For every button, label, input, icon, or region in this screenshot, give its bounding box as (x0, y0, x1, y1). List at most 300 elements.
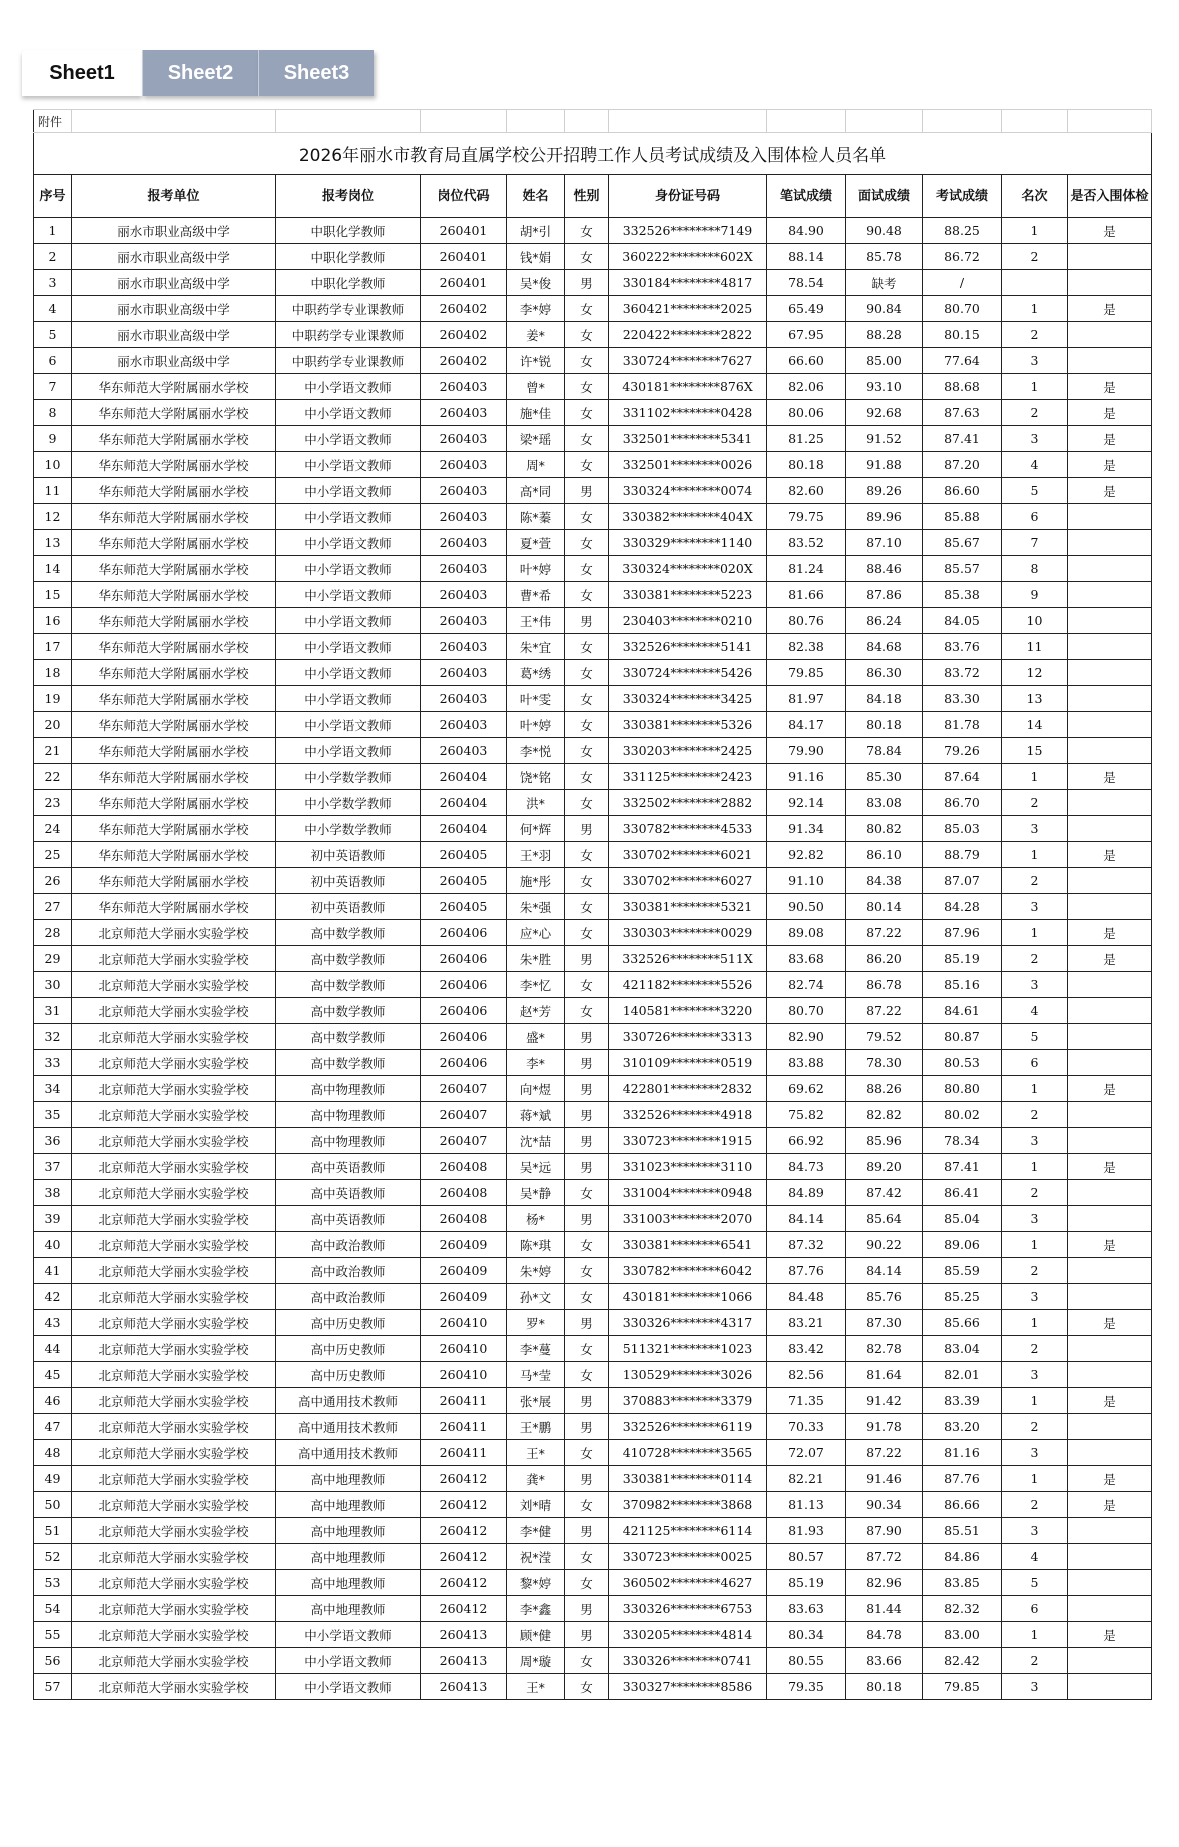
cell-rank[interactable]: 2 (1002, 244, 1068, 270)
cell-interview[interactable]: 87.22 (846, 1440, 923, 1466)
cell-id[interactable]: 410728********3565 (609, 1440, 767, 1466)
cell-written[interactable]: 82.38 (767, 634, 846, 660)
cell-written[interactable]: 71.35 (767, 1388, 846, 1414)
cell-rank[interactable]: 8 (1002, 556, 1068, 582)
cell-rank[interactable]: 4 (1002, 1544, 1068, 1570)
cell-gender[interactable]: 女 (565, 296, 609, 322)
cell-position[interactable]: 中小学语文教师 (276, 1622, 421, 1648)
cell-name[interactable]: 张*展 (507, 1388, 565, 1414)
cell-rank[interactable]: 3 (1002, 1128, 1068, 1154)
cell-total[interactable]: 80.70 (923, 296, 1002, 322)
cell-written[interactable]: 87.32 (767, 1232, 846, 1258)
cell-written[interactable]: 70.33 (767, 1414, 846, 1440)
cell-medical[interactable] (1068, 1570, 1152, 1596)
cell-code[interactable]: 260413 (421, 1648, 507, 1674)
cell-code[interactable]: 260408 (421, 1180, 507, 1206)
cell-total[interactable]: 86.66 (923, 1492, 1002, 1518)
cell-gender[interactable]: 女 (565, 660, 609, 686)
cell-position[interactable]: 高中数学教师 (276, 1024, 421, 1050)
cell-medical[interactable] (1068, 1440, 1152, 1466)
cell-interview[interactable]: 84.78 (846, 1622, 923, 1648)
cell-rank[interactable]: 13 (1002, 686, 1068, 712)
cell-interview[interactable]: 91.88 (846, 452, 923, 478)
cell-unit[interactable]: 北京师范大学丽水实验学校 (72, 1024, 276, 1050)
cell-medical[interactable] (1068, 1102, 1152, 1128)
cell-seq[interactable]: 8 (34, 400, 72, 426)
cell-total[interactable]: 82.42 (923, 1648, 1002, 1674)
cell-medical[interactable]: 是 (1068, 1076, 1152, 1102)
cell-seq[interactable]: 28 (34, 920, 72, 946)
cell-unit[interactable]: 北京师范大学丽水实验学校 (72, 1674, 276, 1700)
cell-unit[interactable]: 北京师范大学丽水实验学校 (72, 1466, 276, 1492)
cell-gender[interactable]: 女 (565, 1284, 609, 1310)
cell-id[interactable]: 370982********3868 (609, 1492, 767, 1518)
cell-seq[interactable]: 38 (34, 1180, 72, 1206)
cell-rank[interactable]: 5 (1002, 1570, 1068, 1596)
cell-id[interactable]: 330724********7627 (609, 348, 767, 374)
cell-id[interactable]: 310109********0519 (609, 1050, 767, 1076)
tab-sheet1[interactable]: Sheet1 (22, 50, 142, 96)
cell-name[interactable]: 孙*文 (507, 1284, 565, 1310)
cell-interview[interactable]: 87.72 (846, 1544, 923, 1570)
cell-position[interactable]: 中小学语文教师 (276, 634, 421, 660)
cell-medical[interactable]: 是 (1068, 400, 1152, 426)
cell-unit[interactable]: 北京师范大学丽水实验学校 (72, 1362, 276, 1388)
cell-medical[interactable]: 是 (1068, 946, 1152, 972)
header-unit[interactable]: 报考单位 (72, 175, 276, 218)
cell-name[interactable]: 王* (507, 1674, 565, 1700)
cell-interview[interactable]: 缺考 (846, 270, 923, 296)
cell-interview[interactable]: 92.68 (846, 400, 923, 426)
cell-id[interactable]: 330381********6541 (609, 1232, 767, 1258)
cell-medical[interactable]: 是 (1068, 1622, 1152, 1648)
cell-seq[interactable]: 49 (34, 1466, 72, 1492)
cell-name[interactable]: 钱*娟 (507, 244, 565, 270)
cell-code[interactable]: 260403 (421, 374, 507, 400)
cell-id[interactable]: 330702********6021 (609, 842, 767, 868)
cell-unit[interactable]: 北京师范大学丽水实验学校 (72, 1570, 276, 1596)
cell-written[interactable]: 79.75 (767, 504, 846, 530)
cell-gender[interactable]: 女 (565, 582, 609, 608)
cell-seq[interactable]: 1 (34, 218, 72, 244)
cell-unit[interactable]: 丽水市职业高级中学 (72, 296, 276, 322)
cell-interview[interactable]: 87.86 (846, 582, 923, 608)
cell-seq[interactable]: 52 (34, 1544, 72, 1570)
cell-rank[interactable]: 3 (1002, 1674, 1068, 1700)
cell-code[interactable]: 260413 (421, 1674, 507, 1700)
cell-gender[interactable]: 男 (565, 1154, 609, 1180)
cell-gender[interactable]: 男 (565, 1596, 609, 1622)
cell-total[interactable]: 87.41 (923, 426, 1002, 452)
cell-name[interactable]: 王*羽 (507, 842, 565, 868)
cell-code[interactable]: 260407 (421, 1102, 507, 1128)
cell-gender[interactable]: 女 (565, 218, 609, 244)
cell-rank[interactable]: 3 (1002, 1206, 1068, 1232)
cell-gender[interactable]: 女 (565, 920, 609, 946)
cell-code[interactable]: 260412 (421, 1466, 507, 1492)
cell-total[interactable]: 83.76 (923, 634, 1002, 660)
cell-position[interactable]: 高中地理教师 (276, 1492, 421, 1518)
cell-seq[interactable]: 33 (34, 1050, 72, 1076)
cell-name[interactable]: 龚* (507, 1466, 565, 1492)
cell-gender[interactable]: 女 (565, 1336, 609, 1362)
cell-medical[interactable] (1068, 686, 1152, 712)
cell-id[interactable]: 330702********6027 (609, 868, 767, 894)
cell-code[interactable]: 260408 (421, 1154, 507, 1180)
cell-name[interactable]: 蒋*斌 (507, 1102, 565, 1128)
cell-interview[interactable]: 88.28 (846, 322, 923, 348)
cell-total[interactable]: 80.02 (923, 1102, 1002, 1128)
header-id[interactable]: 身份证号码 (609, 175, 767, 218)
cell-position[interactable]: 高中政治教师 (276, 1258, 421, 1284)
cell-rank[interactable]: 3 (1002, 348, 1068, 374)
cell-code[interactable]: 260406 (421, 1050, 507, 1076)
cell-id[interactable]: 370883********3379 (609, 1388, 767, 1414)
cell-written[interactable]: 66.60 (767, 348, 846, 374)
cell-gender[interactable]: 男 (565, 1206, 609, 1232)
cell-unit[interactable]: 北京师范大学丽水实验学校 (72, 1076, 276, 1102)
cell-code[interactable]: 260411 (421, 1414, 507, 1440)
cell-interview[interactable]: 85.76 (846, 1284, 923, 1310)
cell-rank[interactable]: 2 (1002, 1492, 1068, 1518)
cell-rank[interactable]: 3 (1002, 1440, 1068, 1466)
cell-name[interactable]: 朱*宜 (507, 634, 565, 660)
cell-code[interactable]: 260403 (421, 530, 507, 556)
cell-id[interactable]: 421125********6114 (609, 1518, 767, 1544)
cell-interview[interactable]: 87.30 (846, 1310, 923, 1336)
cell-written[interactable]: 82.56 (767, 1362, 846, 1388)
cell-code[interactable]: 260412 (421, 1544, 507, 1570)
cell-medical[interactable] (1068, 1336, 1152, 1362)
cell-position[interactable]: 中职药学专业课教师 (276, 296, 421, 322)
cell-gender[interactable]: 女 (565, 426, 609, 452)
cell-total[interactable]: 83.04 (923, 1336, 1002, 1362)
cell-interview[interactable]: 88.46 (846, 556, 923, 582)
cell-interview[interactable]: 89.96 (846, 504, 923, 530)
cell-id[interactable]: 331125********2423 (609, 764, 767, 790)
cell-total[interactable]: 85.38 (923, 582, 1002, 608)
cell-written[interactable]: 83.52 (767, 530, 846, 556)
cell-seq[interactable]: 2 (34, 244, 72, 270)
cell-medical[interactable]: 是 (1068, 1310, 1152, 1336)
cell-position[interactable]: 高中地理教师 (276, 1518, 421, 1544)
cell-id[interactable]: 421182********5526 (609, 972, 767, 998)
cell-name[interactable]: 黎*婷 (507, 1570, 565, 1596)
cell-written[interactable]: 66.92 (767, 1128, 846, 1154)
cell-seq[interactable]: 29 (34, 946, 72, 972)
cell-gender[interactable]: 女 (565, 322, 609, 348)
cell-total[interactable]: 81.78 (923, 712, 1002, 738)
cell-written[interactable]: 89.08 (767, 920, 846, 946)
cell-code[interactable]: 260403 (421, 660, 507, 686)
cell-name[interactable]: 朱*强 (507, 894, 565, 920)
cell-unit[interactable]: 华东师范大学附属丽水学校 (72, 582, 276, 608)
cell-position[interactable]: 中小学数学教师 (276, 764, 421, 790)
cell-medical[interactable] (1068, 1518, 1152, 1544)
cell-unit[interactable]: 北京师范大学丽水实验学校 (72, 1310, 276, 1336)
cell-seq[interactable]: 43 (34, 1310, 72, 1336)
cell-position[interactable]: 中小学语文教师 (276, 660, 421, 686)
cell-code[interactable]: 260412 (421, 1492, 507, 1518)
cell-interview[interactable]: 78.30 (846, 1050, 923, 1076)
cell-written[interactable]: 79.90 (767, 738, 846, 764)
cell-gender[interactable]: 男 (565, 1622, 609, 1648)
cell-code[interactable]: 260403 (421, 478, 507, 504)
cell-unit[interactable]: 华东师范大学附属丽水学校 (72, 660, 276, 686)
cell-position[interactable]: 中职化学教师 (276, 244, 421, 270)
cell-rank[interactable]: 1 (1002, 1154, 1068, 1180)
cell-position[interactable]: 高中数学教师 (276, 972, 421, 998)
cell-id[interactable]: 360222********602X (609, 244, 767, 270)
cell-interview[interactable]: 80.18 (846, 712, 923, 738)
cell-name[interactable]: 叶*婷 (507, 712, 565, 738)
cell-code[interactable]: 260406 (421, 1024, 507, 1050)
cell-gender[interactable]: 女 (565, 1232, 609, 1258)
cell-name[interactable]: 赵*芳 (507, 998, 565, 1024)
cell-total[interactable]: 88.79 (923, 842, 1002, 868)
cell-position[interactable]: 高中地理教师 (276, 1596, 421, 1622)
cell-name[interactable]: 陈*蓁 (507, 504, 565, 530)
cell-total[interactable]: 86.70 (923, 790, 1002, 816)
cell-rank[interactable]: 1 (1002, 920, 1068, 946)
cell-interview[interactable]: 87.42 (846, 1180, 923, 1206)
cell-written[interactable]: 84.90 (767, 218, 846, 244)
cell-code[interactable]: 260409 (421, 1258, 507, 1284)
cell-code[interactable]: 260410 (421, 1362, 507, 1388)
cell-gender[interactable]: 男 (565, 1024, 609, 1050)
cell-written[interactable]: 79.35 (767, 1674, 846, 1700)
cell-unit[interactable]: 华东师范大学附属丽水学校 (72, 712, 276, 738)
cell-total[interactable]: 89.06 (923, 1232, 1002, 1258)
cell-medical[interactable] (1068, 1258, 1152, 1284)
cell-interview[interactable]: 90.84 (846, 296, 923, 322)
cell-seq[interactable]: 23 (34, 790, 72, 816)
cell-seq[interactable]: 27 (34, 894, 72, 920)
cell-id[interactable]: 330724********5426 (609, 660, 767, 686)
cell-id[interactable]: 332526********5141 (609, 634, 767, 660)
cell-gender[interactable]: 女 (565, 530, 609, 556)
header-name[interactable]: 姓名 (507, 175, 565, 218)
cell-interview[interactable]: 91.42 (846, 1388, 923, 1414)
cell-gender[interactable]: 女 (565, 400, 609, 426)
cell-unit[interactable]: 华东师范大学附属丽水学校 (72, 738, 276, 764)
cell-seq[interactable]: 50 (34, 1492, 72, 1518)
cell-seq[interactable]: 18 (34, 660, 72, 686)
cell-interview[interactable]: 81.44 (846, 1596, 923, 1622)
tab-sheet2[interactable]: Sheet2 (142, 50, 258, 96)
cell-gender[interactable]: 女 (565, 452, 609, 478)
cell-code[interactable]: 260404 (421, 816, 507, 842)
header-total[interactable]: 考试成绩 (923, 175, 1002, 218)
cell-total[interactable]: 85.25 (923, 1284, 1002, 1310)
cell-medical[interactable]: 是 (1068, 426, 1152, 452)
cell-seq[interactable]: 10 (34, 452, 72, 478)
cell-total[interactable]: 88.25 (923, 218, 1002, 244)
cell-medical[interactable] (1068, 608, 1152, 634)
cell-code[interactable]: 260411 (421, 1440, 507, 1466)
cell-position[interactable]: 中小学数学教师 (276, 816, 421, 842)
cell-id[interactable]: 330381********5223 (609, 582, 767, 608)
cell-position[interactable]: 高中地理教师 (276, 1570, 421, 1596)
cell-seq[interactable]: 4 (34, 296, 72, 322)
cell-rank[interactable]: 2 (1002, 322, 1068, 348)
cell-name[interactable]: 应*心 (507, 920, 565, 946)
cell-code[interactable]: 260406 (421, 972, 507, 998)
cell-interview[interactable]: 81.64 (846, 1362, 923, 1388)
cell-rank[interactable]: 1 (1002, 374, 1068, 400)
cell-id[interactable]: 330327********8586 (609, 1674, 767, 1700)
cell-interview[interactable]: 89.26 (846, 478, 923, 504)
cell-name[interactable]: 盛* (507, 1024, 565, 1050)
cell-interview[interactable]: 80.82 (846, 816, 923, 842)
cell-position[interactable]: 高中政治教师 (276, 1284, 421, 1310)
cell-seq[interactable]: 19 (34, 686, 72, 712)
cell-written[interactable]: 83.42 (767, 1336, 846, 1362)
cell-code[interactable]: 260401 (421, 270, 507, 296)
cell-interview[interactable]: 82.82 (846, 1102, 923, 1128)
cell-gender[interactable]: 男 (565, 1518, 609, 1544)
cell-written[interactable]: 88.14 (767, 244, 846, 270)
cell-code[interactable]: 260412 (421, 1570, 507, 1596)
cell-written[interactable]: 80.06 (767, 400, 846, 426)
cell-name[interactable]: 梁*瑶 (507, 426, 565, 452)
cell-code[interactable]: 260405 (421, 868, 507, 894)
cell-unit[interactable]: 北京师范大学丽水实验学校 (72, 1518, 276, 1544)
cell-id[interactable]: 360502********4627 (609, 1570, 767, 1596)
cell-unit[interactable]: 丽水市职业高级中学 (72, 218, 276, 244)
cell-gender[interactable]: 男 (565, 946, 609, 972)
cell-gender[interactable]: 男 (565, 270, 609, 296)
cell-seq[interactable]: 15 (34, 582, 72, 608)
cell-medical[interactable] (1068, 1024, 1152, 1050)
cell-gender[interactable]: 女 (565, 972, 609, 998)
cell-total[interactable]: 87.63 (923, 400, 1002, 426)
cell-unit[interactable]: 北京师范大学丽水实验学校 (72, 1050, 276, 1076)
cell-interview[interactable]: 79.52 (846, 1024, 923, 1050)
cell-seq[interactable]: 36 (34, 1128, 72, 1154)
cell-medical[interactable] (1068, 1362, 1152, 1388)
cell-id[interactable]: 330184********4817 (609, 270, 767, 296)
cell-code[interactable]: 260402 (421, 322, 507, 348)
cell-medical[interactable]: 是 (1068, 218, 1152, 244)
cell-seq[interactable]: 16 (34, 608, 72, 634)
cell-code[interactable]: 260407 (421, 1076, 507, 1102)
cell-seq[interactable]: 39 (34, 1206, 72, 1232)
cell-written[interactable]: 82.74 (767, 972, 846, 998)
cell-written[interactable]: 82.60 (767, 478, 846, 504)
cell-rank[interactable]: 10 (1002, 608, 1068, 634)
cell-total[interactable]: 88.68 (923, 374, 1002, 400)
cell-rank[interactable]: 3 (1002, 972, 1068, 998)
cell-medical[interactable]: 是 (1068, 920, 1152, 946)
cell-rank[interactable]: 2 (1002, 946, 1068, 972)
cell-medical[interactable] (1068, 504, 1152, 530)
cell-seq[interactable]: 44 (34, 1336, 72, 1362)
cell-id[interactable]: 330723********1915 (609, 1128, 767, 1154)
cell-position[interactable]: 中小学语文教师 (276, 1674, 421, 1700)
cell-rank[interactable]: 1 (1002, 764, 1068, 790)
cell-code[interactable]: 260403 (421, 712, 507, 738)
cell-seq[interactable]: 3 (34, 270, 72, 296)
cell-code[interactable]: 260412 (421, 1518, 507, 1544)
cell-code[interactable]: 260409 (421, 1284, 507, 1310)
cell-position[interactable]: 中小学语文教师 (276, 478, 421, 504)
cell-name[interactable]: 洪* (507, 790, 565, 816)
cell-total[interactable]: 86.60 (923, 478, 1002, 504)
cell-interview[interactable]: 83.66 (846, 1648, 923, 1674)
header-gender[interactable]: 性别 (565, 175, 609, 218)
cell-medical[interactable] (1068, 556, 1152, 582)
cell-total[interactable]: 77.64 (923, 348, 1002, 374)
cell-seq[interactable]: 55 (34, 1622, 72, 1648)
cell-interview[interactable]: 83.08 (846, 790, 923, 816)
cell-position[interactable]: 高中物理教师 (276, 1102, 421, 1128)
cell-rank[interactable]: 4 (1002, 452, 1068, 478)
cell-id[interactable]: 331004********0948 (609, 1180, 767, 1206)
cell-position[interactable]: 初中英语教师 (276, 868, 421, 894)
cell-seq[interactable]: 24 (34, 816, 72, 842)
cell-position[interactable]: 中职化学教师 (276, 270, 421, 296)
cell-gender[interactable]: 女 (565, 1180, 609, 1206)
cell-position[interactable]: 高中数学教师 (276, 920, 421, 946)
cell-position[interactable]: 高中物理教师 (276, 1128, 421, 1154)
cell-id[interactable]: 330324********020X (609, 556, 767, 582)
cell-written[interactable]: 80.57 (767, 1544, 846, 1570)
cell-seq[interactable]: 13 (34, 530, 72, 556)
cell-gender[interactable]: 女 (565, 842, 609, 868)
cell-name[interactable]: 曾* (507, 374, 565, 400)
cell-medical[interactable] (1068, 660, 1152, 686)
cell-seq[interactable]: 40 (34, 1232, 72, 1258)
cell-medical[interactable] (1068, 738, 1152, 764)
cell-medical[interactable] (1068, 1596, 1152, 1622)
cell-interview[interactable]: 86.20 (846, 946, 923, 972)
cell-id[interactable]: 422801********2832 (609, 1076, 767, 1102)
cell-medical[interactable] (1068, 634, 1152, 660)
cell-code[interactable]: 260407 (421, 1128, 507, 1154)
cell-interview[interactable]: 85.96 (846, 1128, 923, 1154)
cell-name[interactable]: 马*莹 (507, 1362, 565, 1388)
cell-written[interactable]: 81.66 (767, 582, 846, 608)
cell-unit[interactable]: 华东师范大学附属丽水学校 (72, 478, 276, 504)
cell-position[interactable]: 高中英语教师 (276, 1154, 421, 1180)
cell-position[interactable]: 高中数学教师 (276, 998, 421, 1024)
cell-seq[interactable]: 32 (34, 1024, 72, 1050)
page-title[interactable]: 2026年丽水市教育局直属学校公开招聘工作人员考试成绩及入围体检人员名单 (34, 133, 1152, 175)
cell-position[interactable]: 高中政治教师 (276, 1232, 421, 1258)
cell-medical[interactable] (1068, 894, 1152, 920)
cell-written[interactable]: 91.34 (767, 816, 846, 842)
cell-seq[interactable]: 26 (34, 868, 72, 894)
cell-position[interactable]: 中职化学教师 (276, 218, 421, 244)
cell-name[interactable]: 朱*婷 (507, 1258, 565, 1284)
cell-unit[interactable]: 华东师范大学附属丽水学校 (72, 530, 276, 556)
cell-code[interactable]: 260403 (421, 452, 507, 478)
cell-total[interactable]: 84.61 (923, 998, 1002, 1024)
cell-written[interactable]: 78.54 (767, 270, 846, 296)
cell-position[interactable]: 高中数学教师 (276, 946, 421, 972)
cell-id[interactable]: 330329********1140 (609, 530, 767, 556)
cell-total[interactable]: 85.04 (923, 1206, 1002, 1232)
cell-id[interactable]: 330324********3425 (609, 686, 767, 712)
cell-interview[interactable]: 85.78 (846, 244, 923, 270)
cell-seq[interactable]: 9 (34, 426, 72, 452)
cell-seq[interactable]: 5 (34, 322, 72, 348)
cell-id[interactable]: 332526********4918 (609, 1102, 767, 1128)
cell-interview[interactable]: 87.10 (846, 530, 923, 556)
cell-rank[interactable]: 12 (1002, 660, 1068, 686)
cell-medical[interactable]: 是 (1068, 452, 1152, 478)
